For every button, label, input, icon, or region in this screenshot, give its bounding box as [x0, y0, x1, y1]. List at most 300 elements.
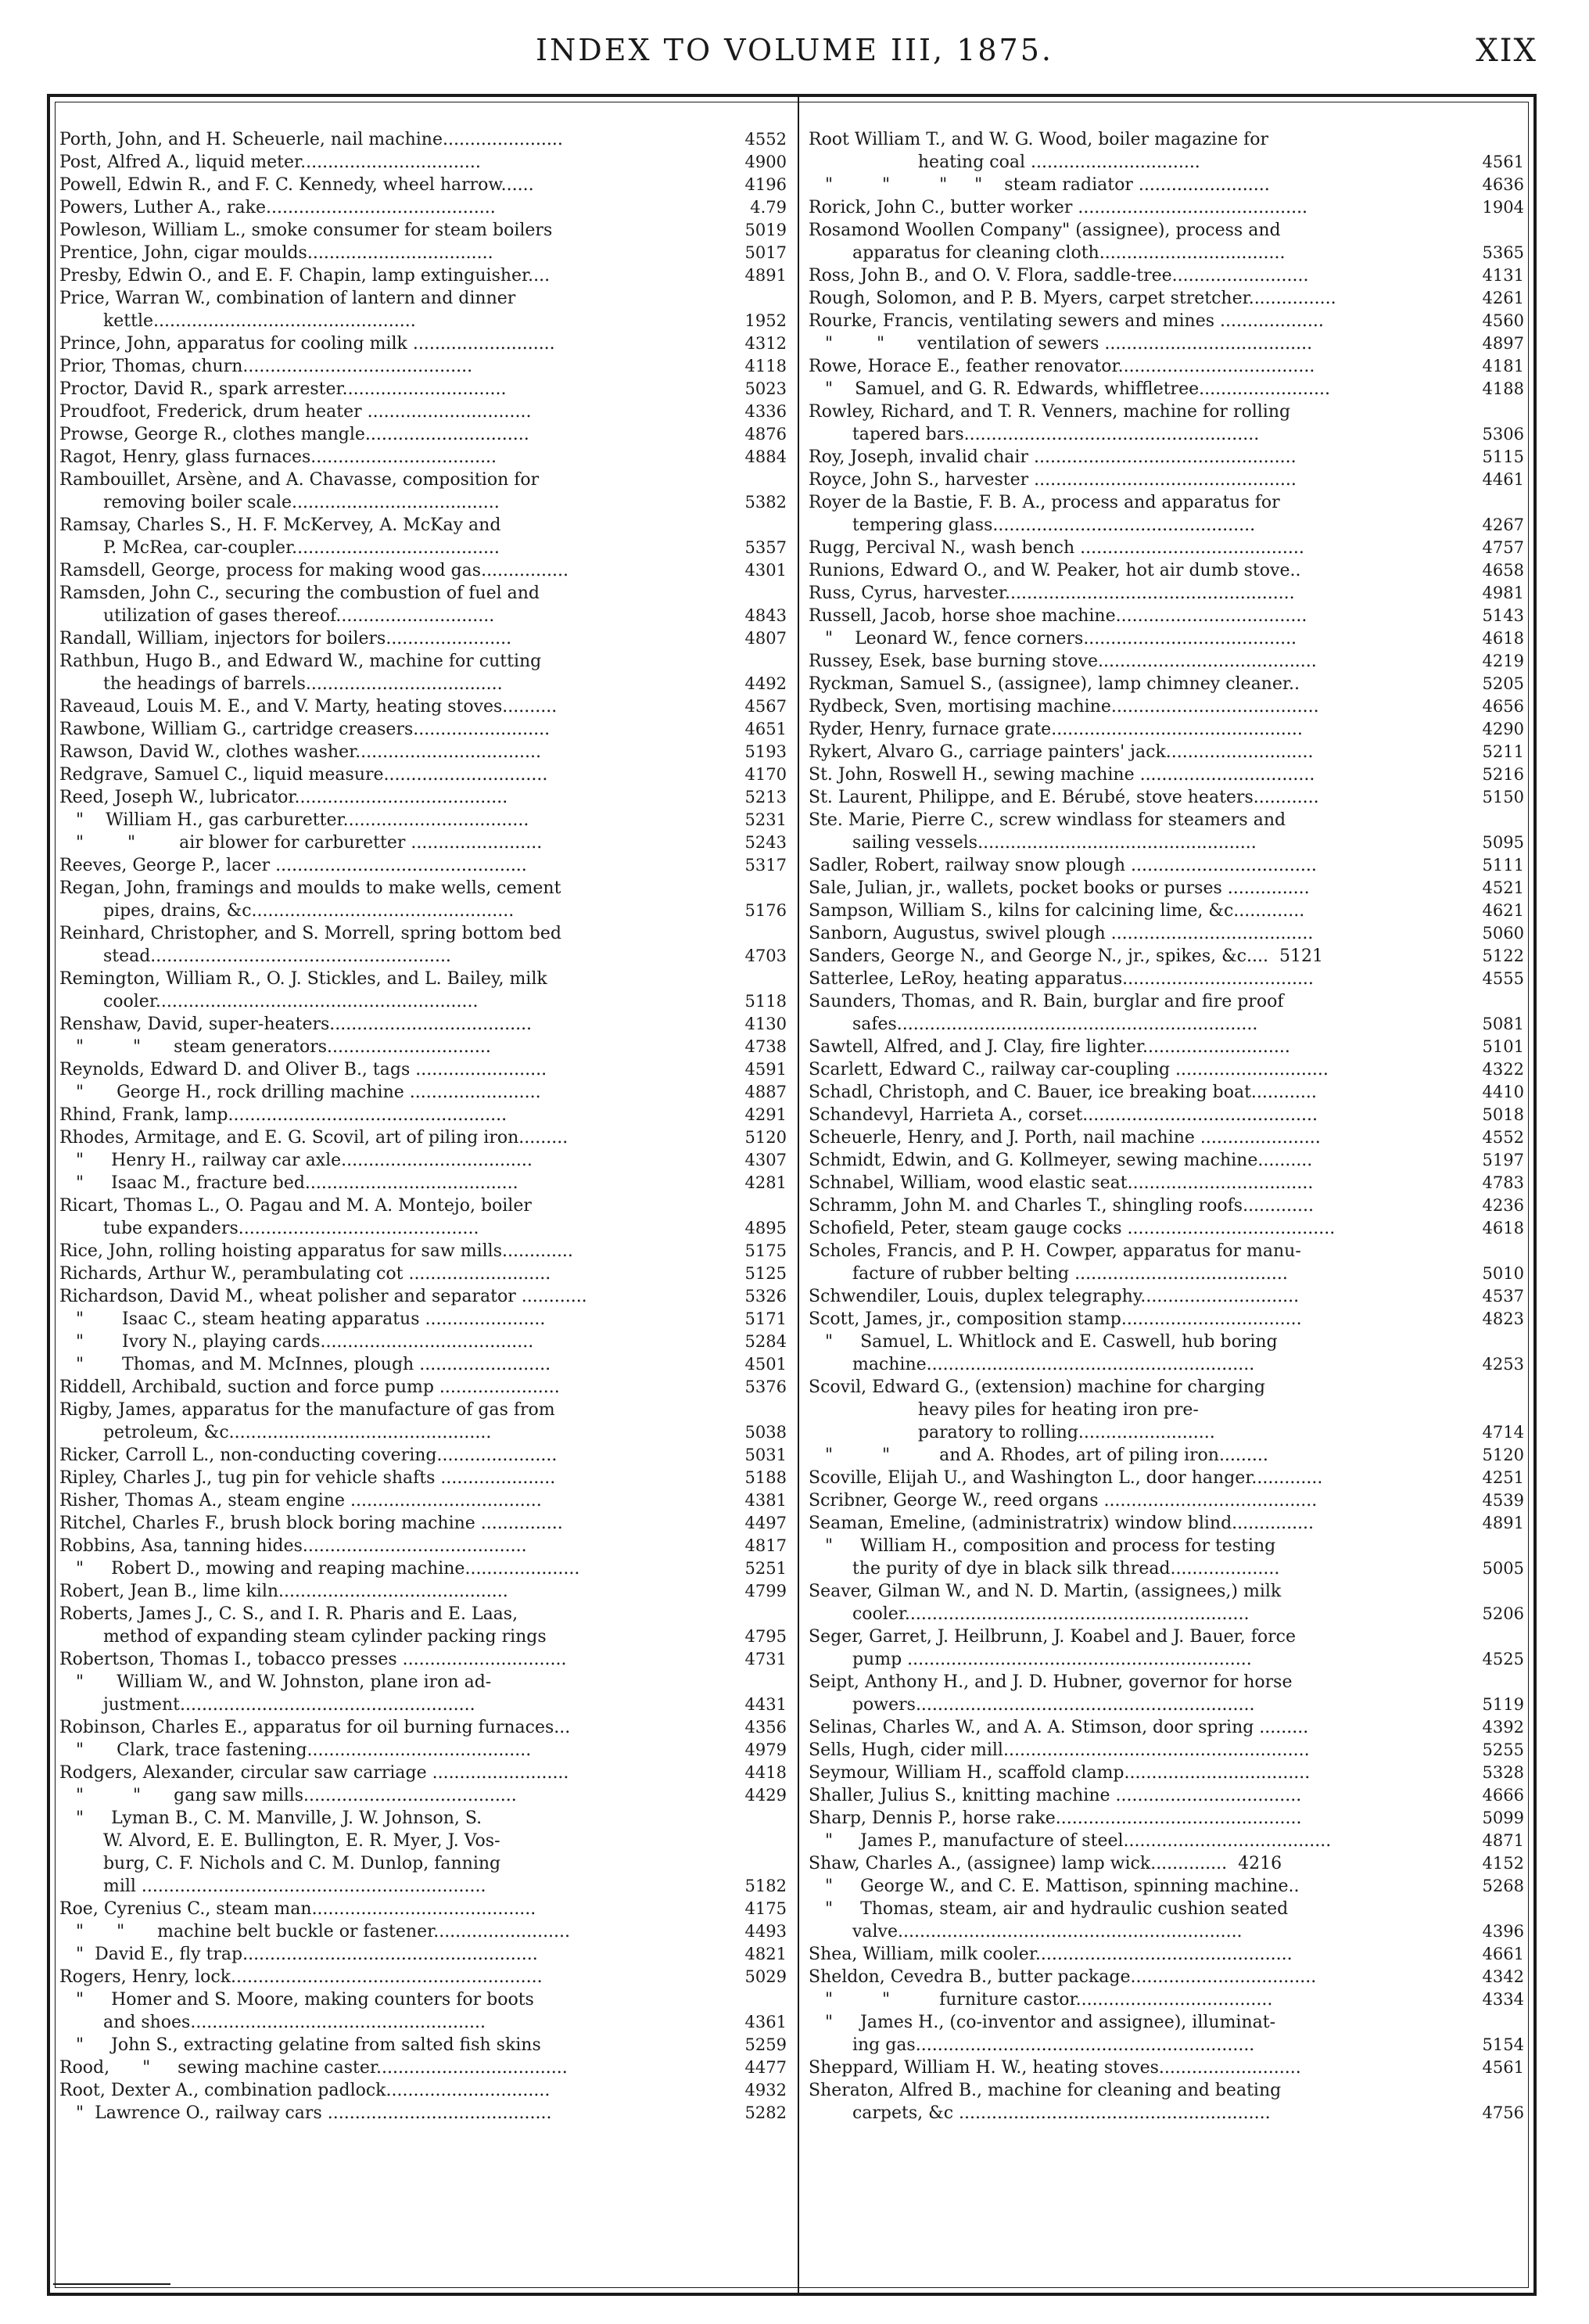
entry-number: 4322 — [1482, 1060, 1524, 1079]
entry-number: 5038 — [744, 1423, 787, 1442]
entry-number: 4757 — [1482, 538, 1524, 557]
index-entry — [59, 741, 787, 763]
entry-text: Shaller, Julius S., knitting machine .................................. — [809, 1786, 1302, 1805]
entry-text: Randall, William, injectors for boilers....................... — [59, 629, 512, 648]
entry-number: 5216 — [1482, 765, 1524, 784]
index-entry — [59, 695, 787, 718]
index-entry — [59, 1058, 787, 1081]
entry-number: 5118 — [744, 992, 787, 1011]
entry-text: " " and A. Rhodes, art of piling iron......... — [809, 1446, 1268, 1465]
entry-text: Rogers, Henry, lock......................................................... — [59, 1967, 543, 1987]
entry-text: Prince, John, apparatus for cooling milk .......................... — [59, 334, 555, 354]
entry-number: 5150 — [1482, 788, 1524, 806]
entry-number: 4897 — [1482, 334, 1524, 353]
entry-number: 5376 — [744, 1378, 787, 1396]
entry-number: 5251 — [744, 1559, 787, 1578]
entry-text: " John S., extracting gelatine from salted fish skins — [59, 2035, 541, 2055]
index-entry — [59, 174, 787, 196]
index-entry — [809, 1104, 1524, 1126]
entry-text: " William H., gas carburetter.................................. — [59, 810, 529, 830]
index-entry — [59, 1557, 787, 1580]
index-entry — [809, 446, 1524, 469]
entry-text: Root William T., and W. G. Wood, boiler magazine for heating coal ............................... — [809, 130, 1269, 172]
index-entry — [59, 854, 787, 877]
entry-number: 4253 — [1482, 1355, 1524, 1374]
entry-number: 4170 — [744, 765, 787, 784]
entry-number: 5175 — [744, 1241, 787, 1260]
entry-number: 4895 — [744, 1219, 787, 1237]
entry-text: Ryckman, Samuel S., (assignee), lamp chimney cleaner.. — [809, 674, 1300, 694]
entry-number: 4336 — [744, 402, 787, 421]
entry-number: 4656 — [1482, 697, 1524, 716]
entry-text: Royer de la Bastie, F. B. A., process and apparatus for tempering glass................................................ — [809, 493, 1280, 535]
left-column — [59, 128, 787, 2125]
index-entry — [809, 1716, 1524, 1739]
index-entry — [59, 1580, 787, 1603]
entry-number: 4703 — [744, 946, 787, 965]
entry-number: 4666 — [1482, 1786, 1524, 1805]
entry-number: 5365 — [1482, 243, 1524, 262]
entry-number: 4396 — [1482, 1922, 1524, 1941]
entry-text: Roy, Joseph, invalid chair ................................................ — [809, 447, 1297, 467]
entry-number: 4714 — [1482, 1423, 1524, 1442]
index-entry — [59, 1784, 787, 1807]
index-entry — [809, 1194, 1524, 1217]
index-entry — [809, 1875, 1524, 1898]
index-entry — [59, 1512, 787, 1535]
entry-number: 4492 — [744, 674, 787, 693]
entry-text: St. John, Roswell H., sewing machine ................................ — [809, 765, 1315, 785]
index-entry — [809, 945, 1524, 968]
index-entry — [59, 1898, 787, 1920]
index-entry — [809, 2079, 1524, 2125]
entry-text: Robert, Jean B., lime kiln.......................................... — [59, 1582, 508, 1601]
entry-text: " " steam generators.............................. — [59, 1037, 491, 1057]
entry-number: 1952 — [744, 311, 787, 330]
entry-number: 4900 — [744, 153, 787, 171]
index-entry — [809, 1807, 1524, 1830]
entry-number: 4891 — [744, 266, 787, 285]
entry-number: 5023 — [744, 379, 787, 398]
index-entry — [809, 809, 1524, 854]
entry-text: " David E., fly trap...................................................... — [59, 1945, 538, 1964]
index-entry — [59, 1376, 787, 1399]
entry-number: 4361 — [744, 2013, 787, 2031]
entry-text: Russell, Jacob, horse shoe machine................................... — [809, 606, 1307, 626]
entry-number: 5182 — [744, 1877, 787, 1895]
entry-text: " Robert D., mowing and reaping machine..................... — [59, 1559, 580, 1579]
index-entry — [59, 1943, 787, 1966]
index-entry — [59, 763, 787, 786]
entry-text: Rydbeck, Sven, mortising machine...................................... — [809, 697, 1319, 717]
entry-text: Rigby, James, apparatus for the manufacture of gas from petroleum, &c................................................ — [59, 1400, 555, 1442]
entry-number: 4356 — [744, 1718, 787, 1737]
index-entry — [809, 128, 1524, 174]
index-entry — [809, 219, 1524, 264]
entry-number: 5029 — [744, 1967, 787, 1986]
index-entry — [809, 1943, 1524, 1966]
index-entry — [809, 1240, 1524, 1285]
index-entry — [809, 1830, 1524, 1852]
index-entry — [809, 469, 1524, 491]
entry-number: 4196 — [744, 175, 787, 194]
index-entry — [809, 695, 1524, 718]
entry-number: 4876 — [744, 425, 787, 444]
entry-text: Presby, Edwin O., and E. F. Chapin, lamp extinguisher.... — [59, 266, 551, 286]
entry-text: " Ivory N., playing cards....................................... — [59, 1332, 534, 1352]
entry-number: 5306 — [1482, 425, 1524, 444]
index-entry — [809, 1784, 1524, 1807]
entry-text: Richards, Arthur W., perambulating cot .......................... — [59, 1264, 551, 1284]
entry-text: Schandevyl, Harrieta A., corset........................................... — [809, 1105, 1318, 1125]
entry-number: 4817 — [744, 1536, 787, 1555]
entry-number: 4521 — [1482, 878, 1524, 897]
index-entry — [809, 1376, 1524, 1444]
index-entry — [59, 1535, 787, 1557]
entry-number: 4795 — [744, 1627, 787, 1646]
index-entry — [809, 1535, 1524, 1580]
index-entry — [59, 446, 787, 469]
entry-number: 5382 — [744, 493, 787, 512]
entry-text: Scovil, Edward G., (extension) machine for charging heavy piles for heating iron pre- paratory to rolling......................... — [809, 1378, 1266, 1442]
entry-text: Scoville, Elijah U., and Washington L., door hanger............. — [809, 1468, 1323, 1488]
entry-number: 4756 — [1482, 2103, 1524, 2122]
entry-number: 5188 — [744, 1468, 787, 1487]
index-entry — [59, 264, 787, 287]
entry-text: Ste. Marie, Pierre C., screw windlass for steamers and sailing vessels................................................... — [809, 810, 1286, 853]
entry-number: 4181 — [1482, 357, 1524, 375]
entry-number: 4539 — [1482, 1491, 1524, 1510]
index-entry — [809, 1308, 1524, 1331]
entry-text: Rood, " sewing machine caster................................... — [59, 2058, 568, 2078]
index-entry — [59, 2079, 787, 2102]
entry-number: 5125 — [744, 1264, 787, 1283]
entry-text: Rice, John, rolling hoisting apparatus for saw mills............. — [59, 1241, 573, 1261]
entry-number: 5206 — [1482, 1604, 1524, 1623]
entry-text: Ryder, Henry, furnace grate.............................................. — [809, 720, 1303, 739]
entry-number: 4392 — [1482, 1718, 1524, 1737]
entry-text: " Thomas, and M. McInnes, plough ........................ — [59, 1355, 551, 1374]
entry-text: " Lyman B., C. M. Manville, J. W. Johnson, S. W. Alvord, E. E. Bullington, E. R. Myer, J. Vos- burg, C. F. Nichols and C. M. Dunlop, fanning mill ............................................................... — [75, 1809, 501, 1896]
index-entry — [59, 2034, 787, 2056]
entry-text: Scott, James, jr., composition stamp................................. — [809, 1309, 1302, 1329]
index-entry — [809, 1172, 1524, 1194]
index-entry — [59, 1081, 787, 1104]
entry-number: 5326 — [744, 1287, 787, 1306]
entry-number: 4561 — [1482, 153, 1524, 171]
index-entry — [59, 401, 787, 423]
entry-text: " Samuel, and G. R. Edwards, whiffletree........................ — [809, 379, 1330, 399]
entry-number: 4493 — [744, 1922, 787, 1941]
entry-text: Schofield, Peter, steam gauge cocks ...................................... — [809, 1219, 1336, 1238]
entry-number: 4823 — [1482, 1309, 1524, 1328]
entry-text: " George W., and C. E. Mattison, spinning machine.. — [809, 1877, 1300, 1896]
index-entry — [59, 786, 787, 809]
index-entry — [809, 378, 1524, 401]
index-entry — [59, 2102, 787, 2125]
index-entry — [59, 1194, 787, 1240]
index-entry — [59, 718, 787, 741]
index-entry — [59, 1104, 787, 1126]
entry-text: Selinas, Charles W., and A. A. Stimson, door spring ......... — [809, 1718, 1309, 1737]
index-entry — [809, 2056, 1524, 2079]
entry-number: 4555 — [1482, 969, 1524, 988]
index-entry — [809, 582, 1524, 605]
index-entry — [809, 1126, 1524, 1149]
entry-text: " Isaac C., steam heating apparatus ...................... — [59, 1309, 546, 1329]
index-entry — [809, 559, 1524, 582]
index-entry — [809, 900, 1524, 922]
entry-text: Ragot, Henry, glass furnaces.................................. — [59, 447, 497, 467]
index-entry — [59, 1399, 787, 1444]
entry-number: 4843 — [744, 606, 787, 625]
entry-number: 5268 — [1482, 1877, 1524, 1895]
entry-number: 4477 — [744, 2058, 787, 2077]
entry-text: " Samuel, L. Whitlock and E. Caswell, hub boring machine............................................................ — [824, 1332, 1278, 1374]
entry-number: 4267 — [1482, 515, 1524, 534]
entry-text: Renshaw, David, super-heaters..................................... — [59, 1015, 533, 1034]
entry-text: Sanborn, Augustus, swivel plough ..................................... — [809, 924, 1314, 943]
index-entry — [809, 968, 1524, 990]
page-number: XIX — [1476, 33, 1537, 69]
index-entry — [809, 401, 1524, 446]
entry-number: 5111 — [1482, 856, 1524, 875]
entry-number: 4552 — [744, 130, 787, 149]
page-header — [0, 0, 1589, 86]
entry-text: Scarlett, Edward C., railway car-coupling ............................ — [809, 1060, 1329, 1079]
entry-text: " Thomas, steam, air and hydraulic cushion seated valve............................................................... — [824, 1899, 1289, 1941]
entry-number: 5119 — [1482, 1695, 1524, 1714]
index-entry — [59, 1489, 787, 1512]
index-entry — [809, 1036, 1524, 1058]
index-entry — [59, 423, 787, 446]
entry-text: Sale, Julian, jr., wallets, pocket books or purses ............... — [809, 878, 1310, 898]
index-entry — [59, 1353, 787, 1376]
entry-text: Powers, Luther A., rake.......................................... — [59, 198, 496, 217]
entry-number: 5010 — [1482, 1264, 1524, 1283]
entry-text: Sheldon, Cevedra B., butter package.................................. — [809, 1967, 1317, 1987]
entry-text: Root, Dexter A., combination padlock.............................. — [59, 2081, 551, 2100]
entry-text: " James H., (co-inventor and assignee), illuminat- ing gas.............................................................. — [824, 2013, 1276, 2055]
entry-number: 4429 — [744, 1786, 787, 1805]
index-entry — [59, 809, 787, 832]
entry-text: Seipt, Anthony H., and J. D. Hubner, governor for horse powers.............................................................. — [809, 1672, 1293, 1715]
index-entry — [59, 2056, 787, 2079]
entry-number: 4301 — [744, 561, 787, 580]
entry-number: 4342 — [1482, 1967, 1524, 1986]
entry-number: 5101 — [1482, 1037, 1524, 1056]
entry-text: Rhodes, Armitage, and E. G. Scovil, art of piling iron......... — [59, 1128, 569, 1148]
entry-text: Rhind, Frank, lamp................................................... — [59, 1105, 508, 1125]
entry-text: Remington, William R., O. J. Stickles, and L. Bailey, milk cooler........................................................... — [59, 969, 547, 1011]
entry-number: 4552 — [1482, 1128, 1524, 1147]
index-entry — [809, 1625, 1524, 1671]
entry-text: Reed, Joseph W., lubricator....................................... — [59, 788, 508, 807]
entry-text: " " furniture castor.................................... — [809, 1990, 1273, 2010]
entry-number: 5255 — [1482, 1740, 1524, 1759]
entry-number: 4891 — [1482, 1514, 1524, 1532]
entry-text: Robinson, Charles E., apparatus for oil burning furnaces... — [59, 1718, 571, 1737]
entry-number: 4525 — [1482, 1650, 1524, 1668]
entry-number: 4219 — [1482, 652, 1524, 670]
entry-number: 4381 — [744, 1491, 787, 1510]
index-entry — [809, 1966, 1524, 1988]
entry-text: Riddell, Archibald, suction and force pump ...................... — [59, 1378, 560, 1397]
entry-text: Scheuerle, Henry, and J. Porth, nail machine ...................... — [809, 1128, 1321, 1148]
index-entry — [59, 922, 787, 968]
entry-text: Robertson, Thomas I., tobacco presses .............................. — [59, 1650, 567, 1669]
entry-text: Porth, John, and H. Scheuerle, nail machine...................... — [59, 130, 563, 149]
index-entry — [809, 1217, 1524, 1240]
entry-number: 4291 — [744, 1105, 787, 1124]
index-entry — [809, 1489, 1524, 1512]
index-entry — [59, 1807, 787, 1898]
index-entry — [59, 1920, 787, 1943]
entry-text: " " " " steam radiator ........................ — [809, 175, 1270, 195]
index-entry — [59, 1648, 787, 1671]
entry-number: 4887 — [744, 1083, 787, 1101]
index-entry — [59, 287, 787, 332]
index-entry — [809, 2011, 1524, 2056]
index-entry — [809, 196, 1524, 219]
entry-text: Runions, Edward O., and W. Peaker, hot air dumb stove.. — [809, 561, 1301, 580]
index-entry — [809, 854, 1524, 877]
entry-number: 5176 — [744, 901, 787, 920]
entry-number: 5243 — [744, 833, 787, 852]
entry-text: Ricart, Thomas L., O. Pagau and M. A. Montejo, boiler tube expanders............................................ — [59, 1196, 532, 1238]
index-entry — [809, 537, 1524, 559]
entry-text: Saunders, Thomas, and R. Bain, burglar and fire proof safes.................................................................. — [809, 992, 1284, 1034]
entry-number: 5018 — [1482, 1105, 1524, 1124]
index-entry — [809, 605, 1524, 627]
entry-text: Powell, Edwin R., and F. C. Kennedy, wheel harrow...... — [59, 175, 534, 195]
index-entry — [809, 1444, 1524, 1467]
index-entry — [59, 582, 787, 627]
index-entry — [59, 1263, 787, 1285]
entry-text: Schmidt, Edwin, and G. Kollmeyer, sewing machine.......... — [809, 1151, 1313, 1170]
entry-number: 4560 — [1482, 311, 1524, 330]
index-entry — [59, 1172, 787, 1194]
index-entry — [59, 242, 787, 264]
closing-rule — [53, 2283, 170, 2285]
entry-text: Seymour, William H., scaffold clamp.................................. — [809, 1763, 1311, 1783]
entry-text: Rugg, Percival N., wash bench ......................................... — [809, 538, 1304, 558]
entry-number: 5357 — [744, 538, 787, 557]
entry-text: Rorick, John C., butter worker .......................................... — [809, 198, 1308, 217]
entry-text: Regan, John, framings and moulds to make wells, cement pipes, drains, &c................................................ — [59, 878, 561, 921]
entry-number: 4501 — [744, 1355, 787, 1374]
index-entry — [59, 968, 787, 1013]
entry-number: 5154 — [1482, 2035, 1524, 2054]
entry-number: 4130 — [744, 1015, 787, 1033]
index-entry — [809, 1739, 1524, 1762]
entry-number: 5019 — [744, 221, 787, 239]
entry-number: 4884 — [744, 447, 787, 466]
entry-text: Ross, John B., and O. V. Flora, saddle-tree......................... — [809, 266, 1309, 286]
entry-text: Ricker, Carroll L., non-conducting covering...................... — [59, 1446, 558, 1465]
entry-text: " Isaac M., fracture bed....................................... — [59, 1173, 518, 1193]
entry-text: " Homer and S. Moore, making counters for boots and shoes...................................................... — [75, 1990, 534, 2032]
index-entry — [59, 151, 787, 174]
entry-text: Rough, Solomon, and P. B. Myers, carpet stretcher................ — [809, 289, 1336, 308]
entry-text: Reeves, George P., lacer .............................................. — [59, 856, 527, 875]
entry-number: 5095 — [1482, 833, 1524, 852]
entry-number: 5120 — [1482, 1446, 1524, 1464]
index-entry — [59, 469, 787, 514]
index-entry — [59, 355, 787, 378]
entry-text: Rawbone, William G., cartridge creasers......................... — [59, 720, 551, 739]
entry-number: 4175 — [744, 1899, 787, 1918]
entry-text: Rykert, Alvaro G., carriage painters' jack........................... — [809, 742, 1314, 762]
entry-number: 5099 — [1482, 1809, 1524, 1827]
entry-text: Redgrave, Samuel C., liquid measure.............................. — [59, 765, 548, 785]
index-entry — [59, 1603, 787, 1648]
entry-text: Sawtell, Alfred, and J. Clay, fire lighter........................... — [809, 1037, 1290, 1057]
entry-text: Rambouillet, Arsène, and A. Chavasse, composition for removing boiler scale...................................... — [59, 470, 540, 512]
entry-number: 4799 — [744, 1582, 787, 1600]
entry-text: " James P., manufacture of steel...................................... — [809, 1831, 1332, 1851]
index-entry — [809, 650, 1524, 673]
index-entry — [809, 1467, 1524, 1489]
page-title: INDEX TO VOLUME III, 1875. — [536, 33, 1053, 67]
entry-number: 4979 — [744, 1740, 787, 1759]
entry-number: 1904 — [1482, 198, 1524, 217]
entry-text: Proctor, David R., spark arrester.............................. — [59, 379, 507, 399]
index-entry — [809, 741, 1524, 763]
index-entry — [809, 1898, 1524, 1943]
entry-number: 4618 — [1482, 629, 1524, 648]
entry-text: Ramsdell, George, process for making wood gas................ — [59, 561, 569, 580]
index-entry — [59, 627, 787, 650]
index-entry — [59, 1240, 787, 1263]
index-entry — [809, 310, 1524, 332]
entry-text: Prentice, John, cigar moulds.................................. — [59, 243, 493, 263]
index-entry — [809, 287, 1524, 310]
entry-text: Post, Alfred A., liquid meter................................. — [59, 153, 481, 172]
entry-text: Rourke, Francis, ventilating sewers and mines ................... — [809, 311, 1324, 331]
index-entry — [809, 1081, 1524, 1104]
entry-number: 4.79 — [750, 198, 787, 217]
entry-text: " Lawrence O., railway cars ......................................... — [59, 2103, 552, 2123]
entry-text: Prior, Thomas, churn.......................................... — [59, 357, 473, 376]
entry-number: 4118 — [744, 357, 787, 375]
entry-number: 4152 — [1482, 1854, 1524, 1873]
entry-text: Ramsay, Charles S., H. F. McKervey, A. McKay and P. McRea, car-coupler...................................... — [59, 515, 501, 558]
index-entry — [59, 1331, 787, 1353]
index-entry — [809, 763, 1524, 786]
entry-number: 4981 — [1482, 584, 1524, 602]
entry-text: Schnabel, William, wood elastic seat.................................. — [809, 1173, 1314, 1193]
entry-text: Seaman, Emeline, (administratrix) window blind............... — [809, 1514, 1315, 1533]
entry-number: 4312 — [744, 334, 787, 353]
entry-text: Scribner, George W., reed organs ....................................... — [809, 1491, 1318, 1510]
entry-number: 4567 — [744, 697, 787, 716]
entry-number: 4621 — [1482, 901, 1524, 920]
entry-number: 4561 — [1482, 2058, 1524, 2077]
index-entry — [59, 1762, 787, 1784]
index-entry — [59, 1013, 787, 1036]
index-frame — [47, 94, 1537, 2296]
entry-text: Ramsden, John C., securing the combustion of fuel and utilization of gases thereof............................. — [59, 584, 540, 626]
entry-number: 5282 — [744, 2103, 787, 2122]
entry-number: 4251 — [1482, 1468, 1524, 1487]
entry-text: " " ventilation of sewers ...................................... — [809, 334, 1313, 354]
index-entry — [59, 1739, 787, 1762]
index-entry — [59, 514, 787, 559]
entry-number: 4738 — [744, 1037, 787, 1056]
entry-text: Shaw, Charles A., (assignee) lamp wick.............. 4216 — [809, 1854, 1282, 1873]
index-entry — [59, 877, 787, 922]
